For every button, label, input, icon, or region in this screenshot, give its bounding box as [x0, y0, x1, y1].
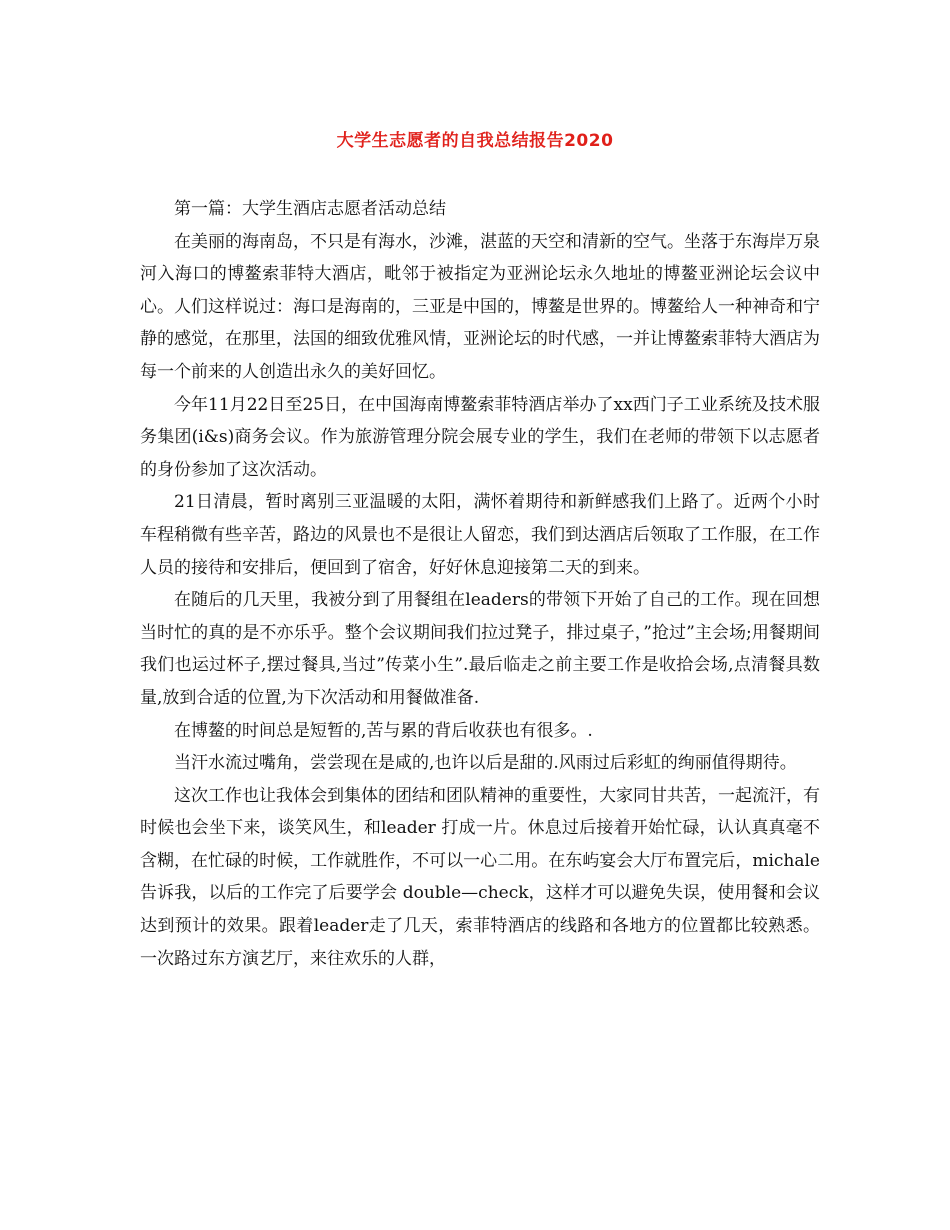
paragraph: 这次工作也让我体会到集体的团结和团队精神的重要性，大家同甘共苦，一起流汗，有时候也会坐下来，谈笑风生，和leader 打成一片。休息过后接着开始忙碌，认认真真毫不含糊，在忙碌的时候，工作就胜作，不可以一心二用。在东屿宴会大厅布置完后，michale告诉我，以后的工作完了后要学会 double—check，这样才可以避免失误，使用餐和会议达到预计的效果。跟着leader走了几天，索菲特酒店的线路和各地方的位置都比较熟悉。一次路过东方演艺厅，来往欢乐的人群，: [140, 785, 820, 969]
paragraph: 当汗水流过嘴角，尝尝现在是咸的,也许以后是甜的.风雨过后彩虹的绚丽值得期待。: [174, 753, 797, 774]
paragraph: 21日清晨，暂时离别三亚温暖的太阳，满怀着期待和新鲜感我们上路了。近两个小时车程稍微有些辛苦，路边的风景也不是很让人留恋，我们到达酒店后领取了工作服，在工作人员的接待和安排后，便回到了宿舍，好好休息迎接第二天的到来。: [140, 492, 820, 578]
document-title: 大学生志愿者的自我总结报告2020: [336, 131, 614, 151]
paragraph: 在美丽的海南岛，不只是有海水，沙滩，湛蓝的天空和清新的空气。坐落于东海岸万泉河入海口的博鳌索菲特大酒店，毗邻于被指定为亚洲论坛永久地址的博鳌亚洲论坛会议中心。人们这样说过：海口是海南的，三亚是中国的，博鳌是世界的。博鳌给人一种神奇和宁静的感觉，在那里，法国的细致优雅风情，亚洲论坛的时代感，一并让博鳌索菲特大酒店为每一个前来的人创造出永久的美好回忆。: [140, 231, 820, 382]
paragraph-chapter-heading: 第一篇：大学生酒店志愿者活动总结: [174, 199, 446, 219]
paragraph: 在博鳌的时间总是短暂的,苦与累的背后收获也有很多。.: [174, 720, 593, 741]
document-body: [140, 193, 820, 975]
paragraph: 今年11月22日至25日，在中国海南博鳌索菲特酒店举办了xx西门子工业系统及技术服务集团(i&s)商务会议。作为旅游管理分院会展专业的学生，我们在老师的带领下以志愿者的身份参加了这次活动。: [140, 394, 820, 480]
paragraph: 在随后的几天里，我被分到了用餐组在leaders的带领下开始了自己的工作。现在回想当时忙的真的是不亦乐乎。整个会议期间我们拉过凳子，排过桌子，”抢过”主会场;用餐期间我们也运过杯子,摆过餐具,当过”传菜小生”.最后临走之前主要工作是收拾会场,点清餐具数量,放到合适的位置,为下次活动和用餐做准备.: [140, 590, 820, 708]
